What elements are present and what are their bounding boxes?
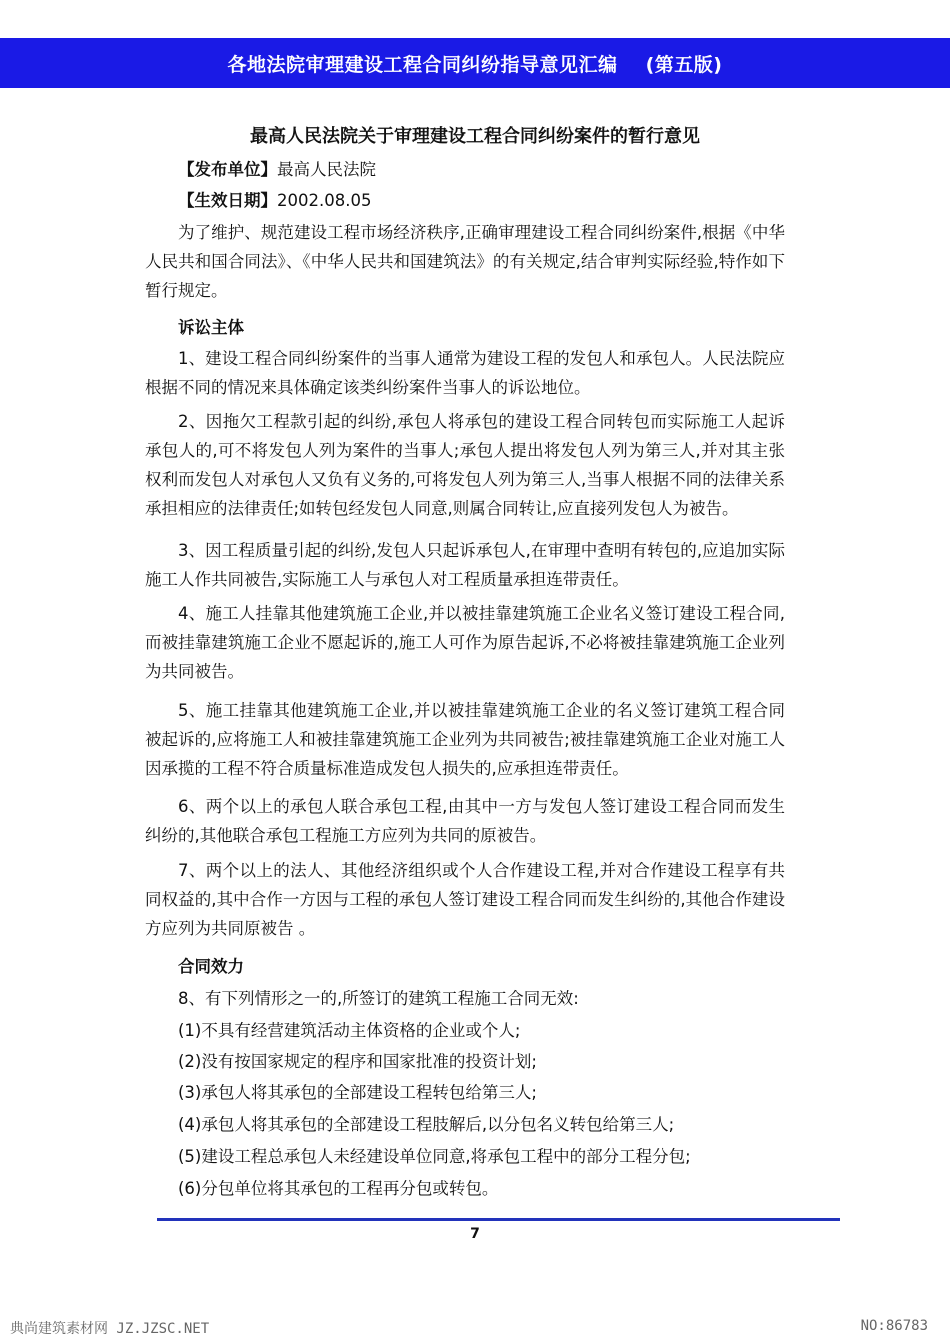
footer-divider (157, 1218, 840, 1221)
list-item: (5)建设工程总承包人未经建设单位同意,将承包工程中的部分工程分包; (178, 1147, 691, 1166)
watermark-site: 典尚建筑素材网 JZ.JZSC.NET (10, 1321, 210, 1337)
paragraph-6: 6、两个以上的承包人联合承包工程,由其中一方与发包人签订建设工程合同而发生纠纷的,其他联合承包工程施工方应列为共同的原被告。 (145, 797, 785, 845)
effective-date-label: 【生效日期】 (178, 191, 277, 210)
paragraph-7: 7、两个以上的法人、其他经济组织或个人合作建设工程,并对合作建设工程享有共同权益的,其中合作一方因与工程的承包人签订建设工程合同而发生纠纷的,其他合作建设方应列为共同原被告 。 (145, 861, 785, 938)
list-item: (2)没有按国家规定的程序和国家批准的投资计划; (178, 1052, 537, 1071)
header-title: 各地法院审理建设工程合同纠纷指导意见汇编 (227, 53, 618, 76)
list-item: (6)分包单位将其承包的工程再分包或转包。 (178, 1179, 499, 1198)
page-header (0, 38, 950, 88)
section-heading-parties: 诉讼主体 (178, 318, 244, 337)
effective-date-value: 2002.08.05 (277, 191, 372, 210)
page-number: 7 (470, 1226, 480, 1242)
paragraph-1: 1、建设工程合同纠纷案件的当事人通常为建设工程的发包人和承包人。人民法院应根据不同的情况来具体确定该类纠纷案件当事人的诉讼地位。 (145, 349, 785, 397)
intro-paragraph: 为了维护、规范建设工程市场经济秩序,正确审理建设工程合同纠纷案件,根据《中华人民共和国合同法》、《中华人民共和国建筑法》的有关规定,结合审判实际经验,特作如下暂行规定。 (145, 223, 785, 300)
paragraph-4: 4、施工人挂靠其他建筑施工企业,并以被挂靠建筑施工企业名义签订建设工程合同,而被挂靠建筑施工企业不愿起诉的,施工人可作为原告起诉,不必将被挂靠建筑施工企业列为共同被告。 (145, 604, 785, 681)
effective-date-row (178, 186, 371, 215)
list-item: (4)承包人将其承包的全部建设工程肢解后,以分包名义转包给第三人; (178, 1115, 675, 1134)
publisher-row (178, 155, 376, 184)
document-title: 最高人民法院关于审理建设工程合同纠纷案件的暂行意见 (250, 126, 700, 147)
list-item: (3)承包人将其承包的全部建设工程转包给第三人; (178, 1083, 537, 1102)
publisher-label: 【发布单位】 (178, 160, 277, 179)
watermark-number: NO:86783 (860, 1318, 928, 1334)
section-heading-validity: 合同效力 (178, 957, 244, 976)
paragraph-2: 2、因拖欠工程款引起的纠纷,承包人将承包的建设工程合同转包而实际施工人起诉承包人的,可不将发包人列为案件的当事人;承包人提出将发包人列为第三人,并对其主张权利而发包人对承包人又负有义务的,可将发包人列为第三人,当事人根据不同的法律关系承担相应的法律责任;如转包经发包人同意,则属合同转让,应直接列发包人为被告。 (145, 412, 785, 518)
list-item: (1)不具有经营建筑活动主体资格的企业或个人; (178, 1021, 521, 1040)
paragraph-8: 8、有下列情形之一的,所签订的建筑工程施工合同无效: (178, 989, 579, 1008)
paragraph-5: 5、施工挂靠其他建筑施工企业,并以被挂靠建筑施工企业的名义签订建筑工程合同被起诉的,应将施工人和被挂靠建筑施工企业列为共同被告;被挂靠建筑施工企业对施工人因承揽的工程不符合质量标准造成发包人损失的,应承担连带责任。 (145, 701, 785, 778)
header-edition: (第五版) (645, 53, 723, 76)
paragraph-3: 3、因工程质量引起的纠纷,发包人只起诉承包人,在审理中查明有转包的,应追加实际施工人作共同被告,实际施工人与承包人对工程质量承担连带责任。 (145, 541, 785, 589)
publisher-value: 最高人民法院 (277, 160, 376, 179)
